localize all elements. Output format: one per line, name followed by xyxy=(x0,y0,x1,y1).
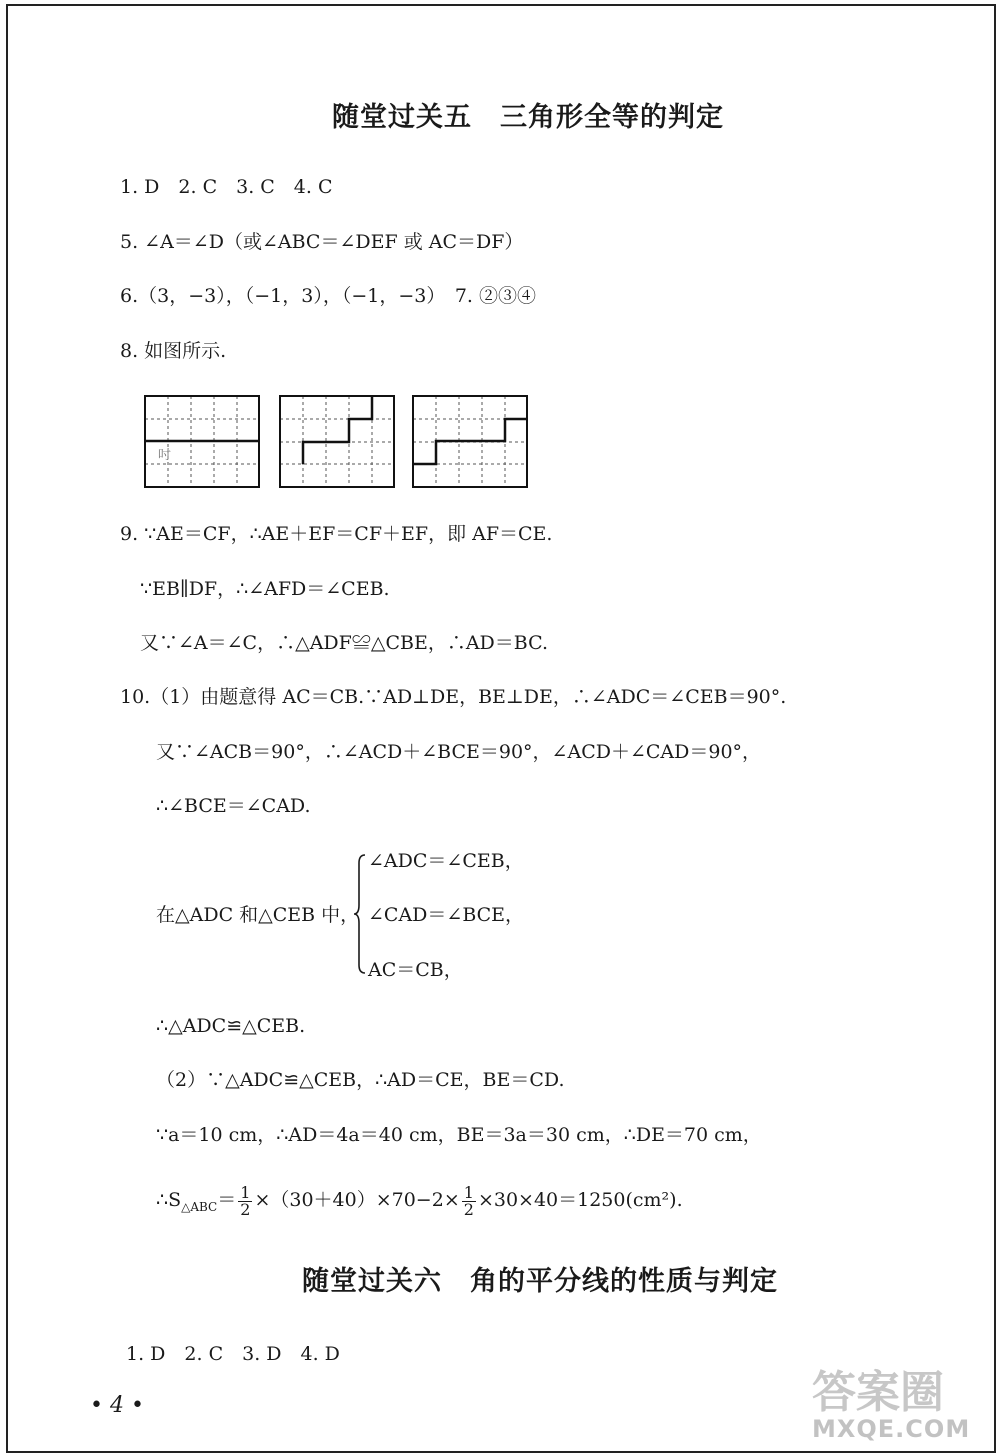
answer-8-grid-figures xyxy=(144,395,534,490)
q9-line-2: ∵EB∥DF，∴∠AFD＝∠CEB. xyxy=(140,578,390,600)
section6-title: 随堂过关六 角的平分线的性质与判定 xyxy=(302,1266,778,1297)
page-number: • 4 • xyxy=(90,1393,144,1418)
area-equals: ＝ xyxy=(217,1189,237,1211)
area-end: ×30×40＝1250(cm²). xyxy=(477,1189,683,1211)
section5-title: 随堂过关五 三角形全等的判定 xyxy=(332,102,724,133)
answers-1-4: 1. D 2. C 3. C 4. C xyxy=(120,176,333,198)
q10-area-formula xyxy=(156,1180,683,1227)
page-border xyxy=(6,4,996,1453)
fraction-denominator: 2 xyxy=(240,1199,251,1219)
q10-line-4: ∴△ADC≌△CEB. xyxy=(156,1015,306,1037)
watermark xyxy=(812,1367,992,1443)
q10-line-3: ∴∠BCE＝∠CAD. xyxy=(156,795,311,817)
fraction-half-2 xyxy=(462,1182,476,1219)
answer-8: 8. 如图所示. xyxy=(120,340,227,362)
q10-system-intro: 在△ADC 和△CEB 中， xyxy=(156,904,360,926)
q9-line-3: 又∵∠A＝∠C，∴△ADF≌△CBE，∴AD＝BC. xyxy=(140,632,548,654)
q9-line-1: 9. ∵AE＝CF，∴AE＋EF＝CF＋EF，即 AF＝CE. xyxy=(120,523,553,545)
fraction-denominator: 2 xyxy=(463,1199,474,1219)
area-subscript: △ABC xyxy=(181,1199,218,1214)
left-brace xyxy=(353,853,367,975)
area-prefix: ∴S xyxy=(156,1189,182,1211)
cut-line-2 xyxy=(303,396,372,464)
watermark-logo-text: 答案圈 xyxy=(812,1367,944,1418)
fraction-numerator: 1 xyxy=(240,1182,251,1202)
q10-line-5: （2）∵△ADC≌△CEB，∴AD＝CE，BE＝CD. xyxy=(156,1069,565,1091)
section6-answers-1-4: 1. D 2. C 3. D 4. D xyxy=(126,1343,340,1365)
q10-system-eq-1: ∠ADC＝∠CEB， xyxy=(368,850,524,872)
q10-system-eq-3: AC＝CB， xyxy=(368,959,463,981)
watermark-url: MXQE.COM xyxy=(812,1415,971,1443)
answer-5: 5. ∠A＝∠D（或∠ABC＝∠DEF 或 AC＝DF） xyxy=(120,231,524,253)
q10-line-1: 10.（1）由题意得 AC＝CB.∵AD⊥DE，BE⊥DE，∴∠ADC＝∠CEB＝90°. xyxy=(120,686,787,708)
fraction-numerator: 1 xyxy=(463,1182,474,1202)
answer-6-7: 6.（3，−3），（−1，3），（−1，−3） 7. ②③④ xyxy=(120,285,537,307)
area-middle: ×（30＋40）×70−2× xyxy=(254,1189,460,1211)
q10-line-6: ∵a＝10 cm，∴AD＝4a＝40 cm，BE＝3a＝30 cm，∴DE＝70 cm， xyxy=(156,1124,762,1146)
fraction-half-1 xyxy=(238,1182,252,1219)
q10-line-2: 又∵∠ACB＝90°，∴∠ACD＋∠BCE＝90°，∠ACD＋∠CAD＝90°， xyxy=(156,741,762,763)
q10-system-eq-2: ∠CAD＝∠BCE， xyxy=(368,904,525,926)
grid-doodle: 吋 xyxy=(158,448,172,463)
